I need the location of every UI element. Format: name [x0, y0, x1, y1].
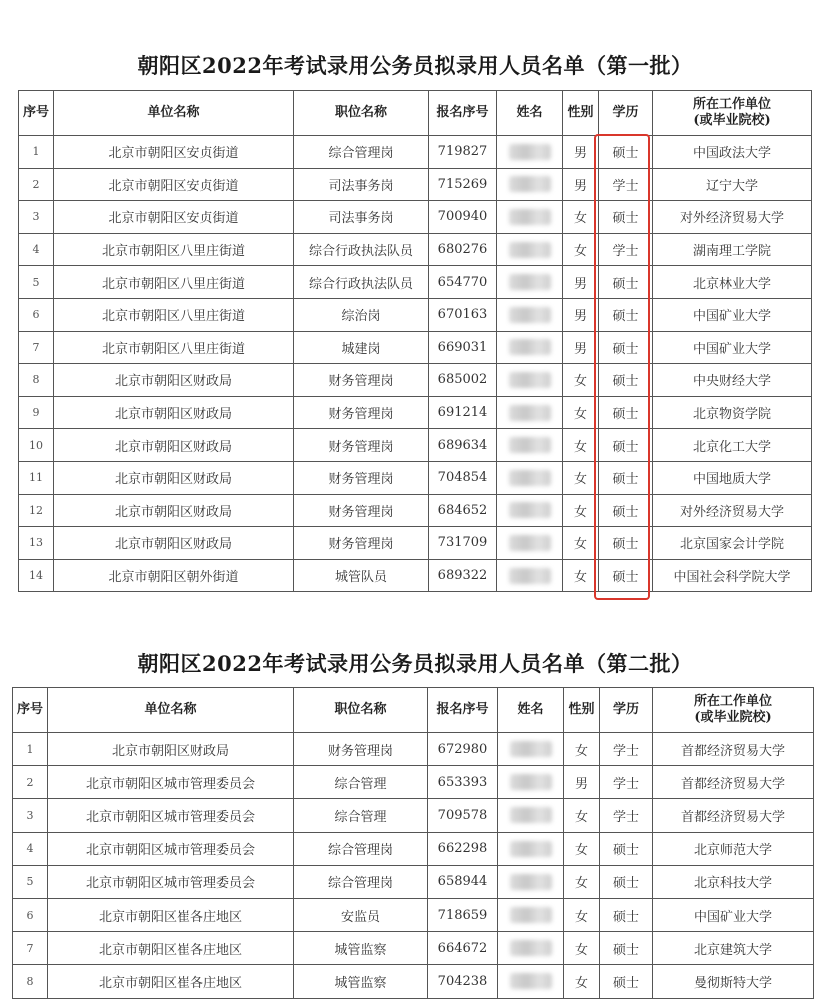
cell-gender: 女: [564, 865, 600, 898]
cell-position: 财务管理岗: [294, 461, 429, 494]
cell-school: 北京师范大学: [653, 832, 814, 865]
cell-school: 北京林业大学: [653, 266, 812, 299]
cell-unit: 北京市朝阳区安贞街道: [54, 168, 294, 201]
cell-school: 北京科技大学: [653, 865, 814, 898]
cell-name: [497, 331, 563, 364]
cell-name: [497, 136, 563, 169]
cell-school: 辽宁大学: [653, 168, 812, 201]
cell-reg-no: 709578: [428, 799, 498, 832]
cell-education: 硕士: [600, 898, 653, 931]
batch1-table: [18, 90, 812, 592]
cell-position: 安监员: [294, 898, 428, 931]
cell-education: 硕士: [600, 932, 653, 965]
redacted-name: [509, 568, 551, 584]
cell-index: 13: [19, 527, 54, 560]
cell-education: 学士: [600, 799, 653, 832]
header-position: 职位名称: [294, 91, 429, 136]
table-row: [13, 965, 814, 998]
cell-name: [497, 364, 563, 397]
cell-position: 城管监察: [294, 965, 428, 998]
cell-reg-no: 704238: [428, 965, 498, 998]
cell-school: 首都经济贸易大学: [653, 799, 814, 832]
cell-gender: 女: [563, 429, 599, 462]
cell-unit: 北京市朝阳区财政局: [54, 461, 294, 494]
cell-name: [497, 527, 563, 560]
cell-unit: 北京市朝阳区财政局: [54, 396, 294, 429]
cell-school: 中国政法大学: [653, 136, 812, 169]
cell-unit: 北京市朝阳区城市管理委员会: [48, 865, 294, 898]
cell-position: 财务管理岗: [294, 364, 429, 397]
cell-gender: 女: [564, 898, 600, 931]
cell-name: [497, 559, 563, 592]
header-school: 所在工作单位 (或毕业院校): [653, 91, 812, 136]
table-row: [19, 331, 812, 364]
cell-reg-no: 700940: [429, 201, 497, 234]
cell-gender: 女: [564, 965, 600, 998]
cell-unit: 北京市朝阳区八里庄街道: [54, 331, 294, 364]
header-unit: 单位名称: [54, 91, 294, 136]
header-unit: 单位名称: [48, 688, 294, 733]
cell-education: 硕士: [599, 298, 653, 331]
cell-school: 中国地质大学: [653, 461, 812, 494]
table-row: [19, 494, 812, 527]
cell-index: 10: [19, 429, 54, 462]
batch2-title: 朝阳区2022年考试录用公务员拟录用人员名单（第二批）: [137, 651, 693, 676]
cell-position: 财务管理岗: [294, 494, 429, 527]
cell-position: 司法事务岗: [294, 201, 429, 234]
cell-position: 城管队员: [294, 559, 429, 592]
cell-education: 硕士: [599, 201, 653, 234]
redacted-name: [510, 874, 552, 890]
cell-education: 硕士: [599, 396, 653, 429]
header-gender: 性别: [564, 688, 600, 733]
table-row: [13, 898, 814, 931]
cell-gender: 男: [563, 168, 599, 201]
table-row: [13, 865, 814, 898]
cell-position: 城建岗: [294, 331, 429, 364]
redacted-name: [509, 144, 551, 160]
cell-name: [497, 494, 563, 527]
cell-gender: 女: [564, 932, 600, 965]
cell-education: 学士: [599, 168, 653, 201]
redacted-name: [510, 940, 552, 956]
cell-reg-no: 669031: [429, 331, 497, 364]
cell-school: 中国矿业大学: [653, 331, 812, 364]
cell-reg-no: 689322: [429, 559, 497, 592]
cell-name: [497, 461, 563, 494]
redacted-name: [510, 774, 552, 790]
cell-reg-no: 662298: [428, 832, 498, 865]
cell-index: 8: [19, 364, 54, 397]
cell-school: 北京建筑大学: [653, 932, 814, 965]
table-row: [19, 527, 812, 560]
cell-name: [497, 429, 563, 462]
cell-index: 1: [19, 136, 54, 169]
cell-reg-no: 689634: [429, 429, 497, 462]
table-row: [13, 932, 814, 965]
cell-school: 湖南理工学院: [653, 233, 812, 266]
cell-gender: 女: [563, 364, 599, 397]
cell-name: [498, 865, 564, 898]
header-index: 序号: [19, 91, 54, 136]
cell-name: [497, 233, 563, 266]
table-row: [19, 266, 812, 299]
redacted-name: [510, 907, 552, 923]
cell-education: 硕士: [599, 364, 653, 397]
cell-unit: 北京市朝阳区安贞街道: [54, 201, 294, 234]
cell-index: 2: [19, 168, 54, 201]
table-row: [19, 559, 812, 592]
cell-unit: 北京市朝阳区财政局: [54, 494, 294, 527]
cell-reg-no: 664672: [428, 932, 498, 965]
cell-education: 学士: [600, 766, 653, 799]
table-row: [19, 233, 812, 266]
header-gender: 性别: [563, 91, 599, 136]
redacted-name: [510, 741, 552, 757]
cell-unit: 北京市朝阳区朝外街道: [54, 559, 294, 592]
redacted-name: [509, 307, 551, 323]
cell-gender: 女: [563, 461, 599, 494]
header-school: 所在工作单位 (或毕业院校): [653, 688, 814, 733]
cell-gender: 女: [563, 396, 599, 429]
cell-unit: 北京市朝阳区城市管理委员会: [48, 766, 294, 799]
cell-school: 北京国家会计学院: [653, 527, 812, 560]
cell-name: [497, 298, 563, 331]
cell-reg-no: 670163: [429, 298, 497, 331]
cell-name: [498, 932, 564, 965]
cell-reg-no: 684652: [429, 494, 497, 527]
cell-school: 对外经济贸易大学: [653, 201, 812, 234]
table-row: [13, 766, 814, 799]
cell-position: 财务管理岗: [294, 396, 429, 429]
cell-index: 5: [19, 266, 54, 299]
cell-reg-no: 718659: [428, 898, 498, 931]
table-row: [13, 832, 814, 865]
cell-name: [497, 396, 563, 429]
redacted-name: [509, 339, 551, 355]
cell-gender: 男: [564, 766, 600, 799]
cell-index: 4: [19, 233, 54, 266]
cell-unit: 北京市朝阳区财政局: [48, 733, 294, 766]
cell-school: 北京化工大学: [653, 429, 812, 462]
cell-education: 硕士: [599, 266, 653, 299]
cell-education: 学士: [600, 733, 653, 766]
table-row: [13, 733, 814, 766]
cell-gender: 男: [563, 266, 599, 299]
cell-education: 硕士: [599, 429, 653, 462]
table-row: [19, 364, 812, 397]
cell-gender: 女: [564, 799, 600, 832]
cell-name: [498, 733, 564, 766]
cell-name: [498, 898, 564, 931]
header-index: 序号: [13, 688, 48, 733]
page-gap: [0, 600, 830, 612]
cell-index: 9: [19, 396, 54, 429]
cell-reg-no: 685002: [429, 364, 497, 397]
cell-school: 北京物资学院: [653, 396, 812, 429]
cell-name: [497, 201, 563, 234]
cell-unit: 北京市朝阳区八里庄街道: [54, 266, 294, 299]
batch2-table: [12, 687, 814, 999]
header-reg-no: 报名序号: [428, 688, 498, 733]
table-row: [19, 429, 812, 462]
redacted-name: [510, 807, 552, 823]
cell-unit: 北京市朝阳区城市管理委员会: [48, 799, 294, 832]
cell-education: 学士: [599, 233, 653, 266]
cell-index: 11: [19, 461, 54, 494]
cell-unit: 北京市朝阳区财政局: [54, 527, 294, 560]
cell-gender: 女: [563, 233, 599, 266]
cell-index: 7: [19, 331, 54, 364]
cell-position: 综合管理岗: [294, 136, 429, 169]
cell-unit: 北京市朝阳区城市管理委员会: [48, 832, 294, 865]
cell-education: 硕士: [600, 832, 653, 865]
cell-education: 硕士: [599, 494, 653, 527]
header-name: 姓名: [497, 91, 563, 136]
cell-name: [497, 266, 563, 299]
table-row: [19, 461, 812, 494]
cell-gender: 男: [563, 298, 599, 331]
cell-index: 4: [13, 832, 48, 865]
cell-school: 中国矿业大学: [653, 898, 814, 931]
redacted-name: [509, 209, 551, 225]
cell-reg-no: 731709: [429, 527, 497, 560]
cell-school: 曼彻斯特大学: [653, 965, 814, 998]
table-row: [19, 201, 812, 234]
cell-gender: 女: [564, 832, 600, 865]
cell-position: 综治岗: [294, 298, 429, 331]
table-row: [19, 298, 812, 331]
cell-reg-no: 719827: [429, 136, 497, 169]
cell-index: 3: [19, 201, 54, 234]
redacted-name: [510, 973, 552, 989]
cell-gender: 男: [563, 136, 599, 169]
cell-position: 综合行政执法队员: [294, 233, 429, 266]
redacted-name: [509, 502, 551, 518]
header-reg-no: 报名序号: [429, 91, 497, 136]
redacted-name: [509, 372, 551, 388]
cell-education: 硕士: [600, 965, 653, 998]
cell-school: 首都经济贸易大学: [653, 766, 814, 799]
redacted-name: [509, 535, 551, 551]
cell-education: 硕士: [599, 527, 653, 560]
cell-position: 综合管理岗: [294, 865, 428, 898]
table-header-row: [13, 688, 814, 733]
cell-school: 首都经济贸易大学: [653, 733, 814, 766]
cell-unit: 北京市朝阳区安贞街道: [54, 136, 294, 169]
cell-index: 3: [13, 799, 48, 832]
cell-index: 14: [19, 559, 54, 592]
cell-unit: 北京市朝阳区八里庄街道: [54, 298, 294, 331]
cell-unit: 北京市朝阳区崔各庄地区: [48, 932, 294, 965]
cell-education: 硕士: [599, 461, 653, 494]
header-name: 姓名: [498, 688, 564, 733]
cell-position: 综合行政执法队员: [294, 266, 429, 299]
redacted-name: [509, 405, 551, 421]
cell-name: [498, 799, 564, 832]
cell-name: [498, 766, 564, 799]
cell-school: 中国社会科学院大学: [653, 559, 812, 592]
cell-position: 司法事务岗: [294, 168, 429, 201]
cell-reg-no: 704854: [429, 461, 497, 494]
cell-name: [498, 832, 564, 865]
cell-position: 综合管理: [294, 799, 428, 832]
cell-gender: 女: [563, 559, 599, 592]
cell-index: 6: [13, 898, 48, 931]
cell-reg-no: 691214: [429, 396, 497, 429]
cell-reg-no: 654770: [429, 266, 497, 299]
cell-reg-no: 680276: [429, 233, 497, 266]
redacted-name: [509, 242, 551, 258]
cell-index: 5: [13, 865, 48, 898]
table-row: [19, 396, 812, 429]
redacted-name: [509, 437, 551, 453]
redacted-name: [509, 274, 551, 290]
table-header-row: [19, 91, 812, 136]
cell-position: 城管监察: [294, 932, 428, 965]
cell-education: 硕士: [599, 136, 653, 169]
cell-school: 对外经济贸易大学: [653, 494, 812, 527]
cell-position: 财务管理岗: [294, 429, 429, 462]
cell-gender: 女: [563, 527, 599, 560]
cell-education: 硕士: [599, 559, 653, 592]
cell-reg-no: 658944: [428, 865, 498, 898]
cell-school: 中央财经大学: [653, 364, 812, 397]
cell-reg-no: 715269: [429, 168, 497, 201]
cell-gender: 男: [563, 331, 599, 364]
cell-index: 7: [13, 932, 48, 965]
cell-position: 财务管理岗: [294, 527, 429, 560]
header-position: 职位名称: [294, 688, 428, 733]
cell-unit: 北京市朝阳区崔各庄地区: [48, 898, 294, 931]
table-row: [19, 168, 812, 201]
header-education: 学历: [600, 688, 653, 733]
cell-gender: 女: [563, 201, 599, 234]
redacted-name: [509, 176, 551, 192]
cell-gender: 女: [563, 494, 599, 527]
cell-position: 综合管理岗: [294, 832, 428, 865]
cell-unit: 北京市朝阳区财政局: [54, 429, 294, 462]
cell-reg-no: 672980: [428, 733, 498, 766]
cell-index: 1: [13, 733, 48, 766]
cell-unit: 北京市朝阳区八里庄街道: [54, 233, 294, 266]
cell-position: 综合管理: [294, 766, 428, 799]
cell-education: 硕士: [600, 865, 653, 898]
cell-index: 2: [13, 766, 48, 799]
table-row: [19, 136, 812, 169]
redacted-name: [509, 470, 551, 486]
cell-school: 中国矿业大学: [653, 298, 812, 331]
cell-unit: 北京市朝阳区崔各庄地区: [48, 965, 294, 998]
cell-name: [497, 168, 563, 201]
cell-unit: 北京市朝阳区财政局: [54, 364, 294, 397]
cell-education: 硕士: [599, 331, 653, 364]
cell-gender: 女: [564, 733, 600, 766]
cell-index: 8: [13, 965, 48, 998]
cell-name: [498, 965, 564, 998]
cell-position: 财务管理岗: [294, 733, 428, 766]
batch1-title: 朝阳区2022年考试录用公务员拟录用人员名单（第一批）: [137, 53, 693, 78]
redacted-name: [510, 841, 552, 857]
table-row: [13, 799, 814, 832]
cell-index: 6: [19, 298, 54, 331]
header-education: 学历: [599, 91, 653, 136]
cell-index: 12: [19, 494, 54, 527]
cell-reg-no: 653393: [428, 766, 498, 799]
